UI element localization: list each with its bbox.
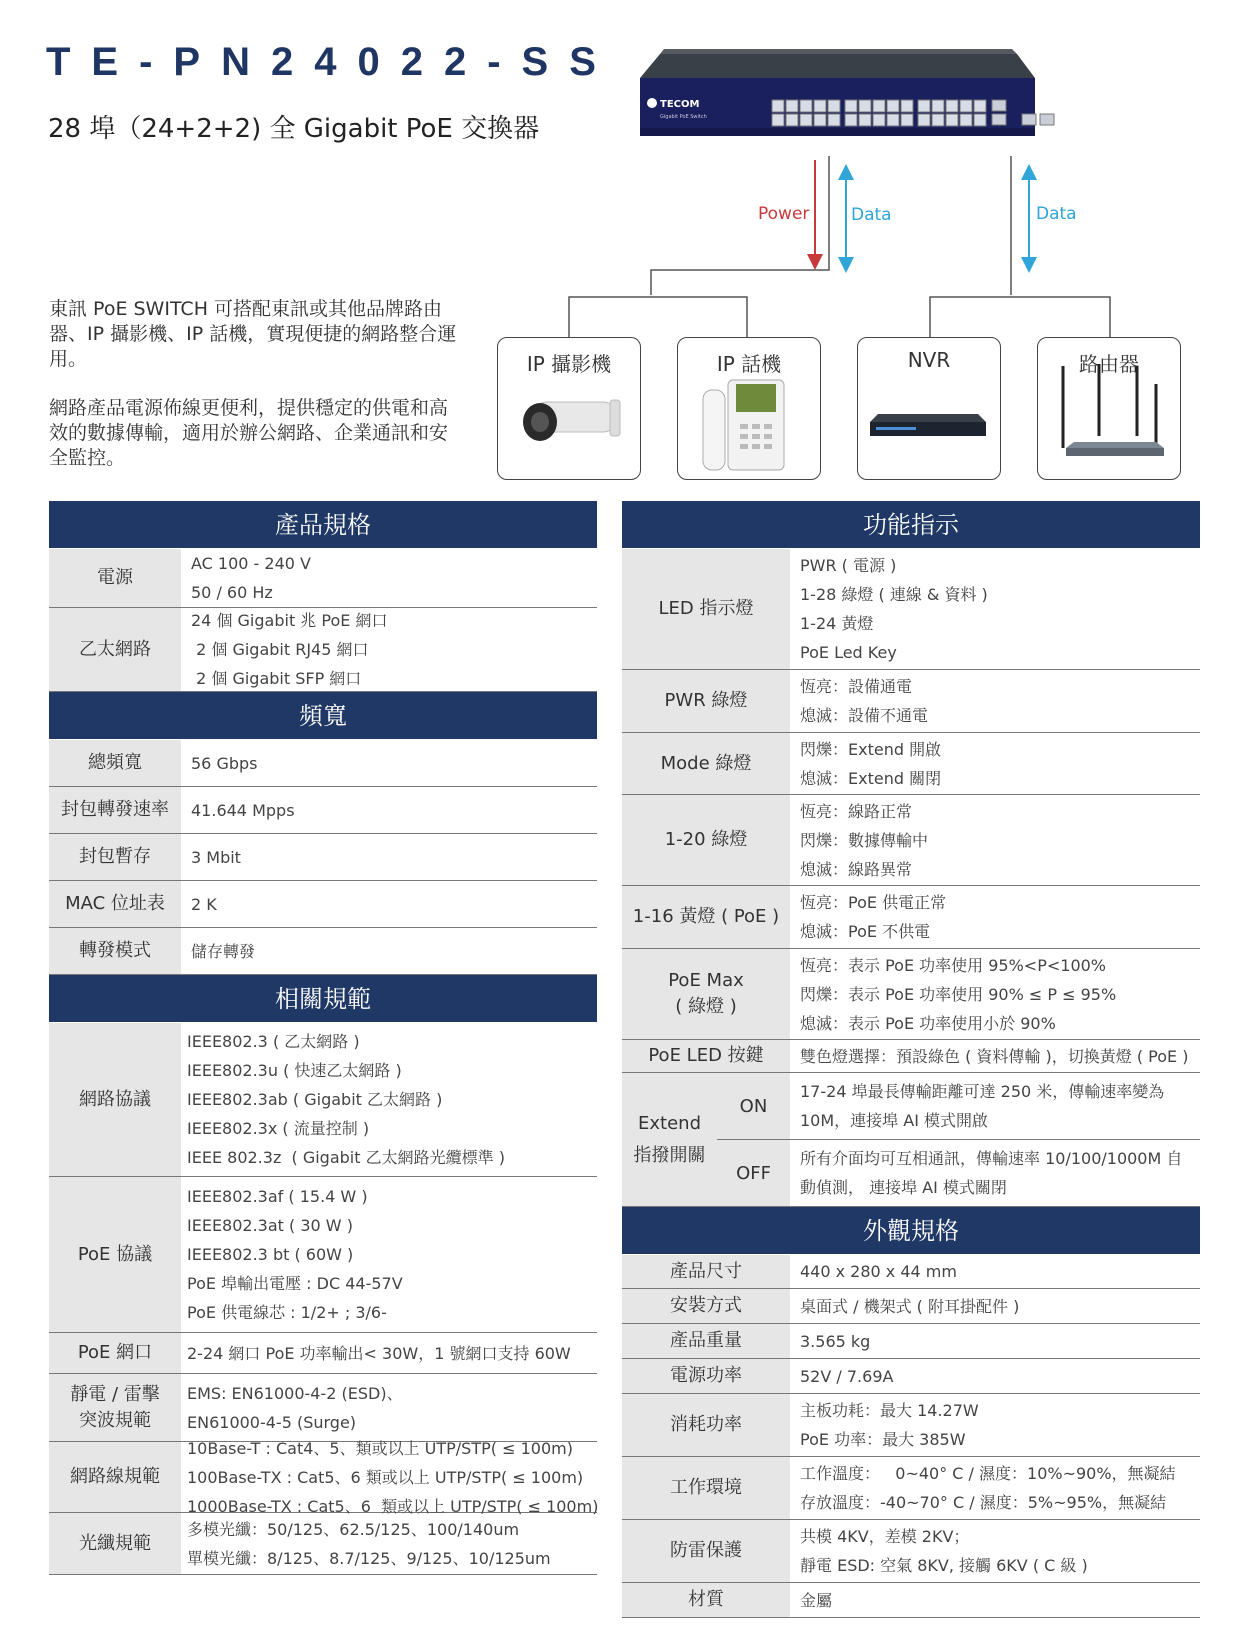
intro-paragraph-2: 網路產品電源佈線更便利，提供穩定的供電和高效的數據傳輸，適用於辦公網路、企業通訊和安全監控。 xyxy=(49,397,449,469)
page-subtitle: 28 埠（24+2+2) 全 Gigabit PoE 交換器 xyxy=(48,114,540,144)
row-label: PWR 綠燈 xyxy=(622,670,790,732)
table-row xyxy=(622,1289,1200,1324)
product-brand: TECOM xyxy=(660,99,700,110)
value-line: EN61000-4-5 (Surge) xyxy=(187,1412,357,1432)
row-value xyxy=(181,1177,597,1332)
data-label-2: Data xyxy=(1036,204,1077,224)
right-column xyxy=(622,501,1200,1618)
value-line: IEEE802.3 bt ( 60W ) xyxy=(187,1245,354,1264)
table-row xyxy=(622,1520,1200,1583)
value-line: IEEE802.3af ( 15.4 W ) xyxy=(187,1187,368,1206)
value-line: 恆亮：設備通電 xyxy=(800,677,913,696)
extend-on-line-2: 10M，連接埠 AI 模式開啟 xyxy=(800,1111,989,1130)
row-label: PoE LED 按鍵 xyxy=(622,1040,790,1072)
value-line: 多模光纖：50/125、62.5/125、100/140um xyxy=(187,1519,520,1539)
value-line: 熄滅：表示 PoE 功率使用小於 90% xyxy=(800,1013,1056,1033)
value-line: 單模光纖：8/125、8.7/125、9/125、10/125um xyxy=(187,1548,551,1568)
row-label: PoE Max ( 綠燈 ) xyxy=(622,949,790,1039)
row-label: 電源功率 xyxy=(622,1359,790,1393)
intro-paragraph-1: 東訊 PoE SWITCH 可搭配東訊或其他品牌路由器、IP 攝影機、IP 話機，實現便捷的網路整合運用。 xyxy=(49,298,457,370)
table-row xyxy=(622,1394,1200,1457)
value-line: 恆亮：表示 PoE 功率使用 95%<P<100% xyxy=(800,955,1107,975)
table-row xyxy=(622,670,1200,733)
row-value xyxy=(181,1374,597,1441)
router-icon xyxy=(1038,338,1182,481)
row-value xyxy=(790,1394,1200,1456)
value-line: 熄滅：Extend 關閉 xyxy=(800,768,942,788)
row-value xyxy=(790,1583,1200,1617)
row-label: 網路協議 xyxy=(49,1023,181,1176)
value-line: 3.565 kg xyxy=(800,1331,871,1351)
value-line: 50 / 60 Hz xyxy=(191,583,273,602)
value-line: 440 x 280 x 44 mm xyxy=(800,1262,957,1281)
value-line: 2 個 Gigabit RJ45 網口 xyxy=(191,640,369,659)
power-label: Power xyxy=(758,204,810,224)
connection-diagram xyxy=(0,0,1235,340)
standards-table xyxy=(49,1023,597,1575)
table-row xyxy=(622,1457,1200,1520)
table-row xyxy=(49,549,597,608)
table-row xyxy=(622,1040,1200,1073)
row-value xyxy=(181,1333,597,1373)
value-line: 恆亮：線路正常 xyxy=(800,801,913,821)
table-row xyxy=(622,795,1200,886)
extend-label: Extend 指撥開關 xyxy=(622,1073,717,1206)
value-line: 100Base-TX : Cat5、6 類或以上 UTP/STP( ≤ 100m) xyxy=(187,1467,584,1487)
value-line: 工作溫度： 0~40° C / 濕度：10%~90%，無凝結 xyxy=(800,1464,1176,1483)
device-router xyxy=(1037,337,1181,480)
extend-off-line-2: 動偵測， 連接埠 AI 模式關閉 xyxy=(800,1178,1007,1197)
value-line: 閃爍：數據傳輸中 xyxy=(800,830,929,850)
table-row xyxy=(622,549,1200,670)
table-row xyxy=(49,1177,597,1333)
row-value xyxy=(181,740,597,786)
bandwidth-header: 頻寬 xyxy=(49,692,597,740)
value-line: 金屬 xyxy=(800,1590,833,1610)
value-line: 恆亮：PoE 供電正常 xyxy=(800,893,947,912)
appearance-table xyxy=(622,1255,1200,1618)
row-label: 工作環境 xyxy=(622,1457,790,1519)
row-value xyxy=(181,834,597,880)
row-label: MAC 位址表 xyxy=(49,881,181,927)
value-line: PoE 功率：最大 385W xyxy=(800,1430,966,1449)
indicators-header: 功能指示 xyxy=(622,501,1200,549)
value-line: IEEE802.3x ( 流量控制 ) xyxy=(187,1119,370,1138)
table-row xyxy=(49,1374,597,1442)
row-label: 產品尺寸 xyxy=(622,1255,790,1288)
row-label: 轉發模式 xyxy=(49,928,181,974)
row-value xyxy=(790,733,1200,794)
bandwidth-table xyxy=(49,740,597,975)
value-line: 10Base-T : Cat4、5、類或以上 UTP/STP( ≤ 100m) xyxy=(187,1438,573,1458)
table-row xyxy=(622,1324,1200,1359)
extend-on-line-1: 17-24 埠最長傳輸距離可達 250 米，傳輸速率變為 xyxy=(800,1082,1165,1101)
row-value xyxy=(790,949,1200,1039)
table-row xyxy=(622,1359,1200,1394)
value-line: 3 Mbit xyxy=(191,847,241,867)
data-label-1: Data xyxy=(851,205,892,225)
row-value xyxy=(790,1359,1200,1393)
row-label: 1-20 綠燈 xyxy=(622,795,790,885)
value-line: IEEE802.3ab ( Gigabit 乙太網路 ) xyxy=(187,1090,443,1109)
standards-header: 相關規範 xyxy=(49,975,597,1023)
value-line: PoE 供電線芯 : 1/2+ ; 3/6- xyxy=(187,1303,387,1322)
device-label: NVR xyxy=(907,348,951,372)
row-value xyxy=(790,886,1200,948)
row-value xyxy=(790,795,1200,885)
row-value xyxy=(790,1289,1200,1323)
value-line: 桌面式 / 機架式 ( 附耳掛配件 ) xyxy=(800,1296,1020,1316)
value-line: 熄滅：設備不通電 xyxy=(800,706,929,725)
row-label: 消耗功率 xyxy=(622,1394,790,1456)
value-line: EMS: EN61000-4-2 (ESD)、 xyxy=(187,1383,403,1403)
value-line: 熄滅：線路異常 xyxy=(800,859,913,879)
table-row xyxy=(49,1333,597,1374)
table-row xyxy=(622,1255,1200,1289)
row-value xyxy=(181,787,597,833)
value-line: 主板功耗：最大 14.27W xyxy=(800,1401,979,1420)
row-label: Mode 綠燈 xyxy=(622,733,790,794)
row-label: 產品重量 xyxy=(622,1324,790,1358)
page-title: TE-PN24022-SS xyxy=(46,40,617,84)
specs-table xyxy=(49,549,597,692)
device-label: IP 話機 xyxy=(716,352,782,376)
row-label: 電源 xyxy=(49,549,181,607)
device-ip-phone xyxy=(677,337,821,480)
row-value xyxy=(181,881,597,927)
left-column xyxy=(49,501,597,1575)
row-label: LED 指示燈 xyxy=(622,549,790,669)
row-label: 靜電 / 雷擊 突波規範 xyxy=(49,1374,181,1441)
row-label: 防雷保護 xyxy=(622,1520,790,1582)
row-label: 材質 xyxy=(622,1583,790,1617)
row-label: 1-16 黃燈 ( PoE ) xyxy=(622,886,790,948)
device-label: 路由器 xyxy=(1079,352,1139,376)
ip-camera-icon xyxy=(498,338,642,481)
row-value xyxy=(790,549,1200,669)
device-label: IP 攝影機 xyxy=(526,352,612,376)
value-line: 雙色燈選擇：預設綠色 ( 資料傳輸 )，切換黃燈 ( PoE ) xyxy=(800,1046,1189,1066)
product-label: Gigabit PoE Switch xyxy=(660,114,707,120)
table-row xyxy=(49,608,597,692)
table-row xyxy=(622,1583,1200,1618)
row-value xyxy=(181,1023,597,1176)
row-value xyxy=(790,1040,1200,1072)
indicators-table xyxy=(622,549,1200,1073)
row-label: 乙太網路 xyxy=(49,608,181,691)
value-line: IEEE802.3 ( 乙太網路 ) xyxy=(187,1032,360,1051)
value-line: 24 個 Gigabit 兆 PoE 網口 xyxy=(191,611,388,630)
value-line: IEEE802.3u ( 快速乙太網路 ) xyxy=(187,1061,402,1080)
row-label: 封包轉發速率 xyxy=(49,787,181,833)
device-ip-camera xyxy=(497,337,641,480)
value-line: 閃爍：表示 PoE 功率使用 90% ≤ P ≤ 95% xyxy=(800,984,1117,1004)
table-row xyxy=(49,787,597,834)
table-row xyxy=(622,886,1200,949)
row-label: 安裝方式 xyxy=(622,1289,790,1323)
value-line: 存放溫度：-40~70° C / 濕度：5%~95%，無凝結 xyxy=(800,1493,1167,1512)
value-line: 儲存轉發 xyxy=(191,941,256,961)
table-row xyxy=(622,949,1200,1040)
row-value xyxy=(790,1324,1200,1358)
row-value xyxy=(790,1457,1200,1519)
row-value xyxy=(790,1255,1200,1288)
row-label: 網路線規範 xyxy=(49,1442,181,1512)
row-value xyxy=(181,608,597,691)
row-value xyxy=(790,1520,1200,1582)
ip-phone-icon xyxy=(678,338,822,481)
table-row xyxy=(49,928,597,975)
row-label: PoE 網口 xyxy=(49,1333,181,1373)
value-line: 41.644 Mpps xyxy=(191,800,295,820)
specs-header: 產品規格 xyxy=(49,501,597,549)
value-line: 2-24 網口 PoE 功率輸出< 30W，1 號網口支持 60W xyxy=(187,1343,571,1363)
value-line: 52V / 7.69A xyxy=(800,1366,894,1386)
value-line: 56 Gbps xyxy=(191,753,258,773)
table-row xyxy=(49,834,597,881)
value-line: 靜電 ESD: 空氣 8KV, 接觸 6KV ( C 級 ) xyxy=(800,1556,1088,1575)
row-label: 光纖規範 xyxy=(49,1513,181,1574)
table-row xyxy=(49,881,597,928)
value-line: 1-28 綠燈 ( 連線 & 資料 ) xyxy=(800,585,988,604)
row-value xyxy=(181,1513,597,1574)
value-line: AC 100 - 240 V xyxy=(191,554,311,573)
switch-link-line xyxy=(651,156,829,295)
value-line: 2 K xyxy=(191,894,217,914)
extend-off-label: OFF xyxy=(717,1140,790,1206)
table-row xyxy=(622,733,1200,795)
value-line: 熄滅：PoE 不供電 xyxy=(800,922,931,941)
extend-off-line-1: 所有介面均可互相通訊，傳輸速率 10/100/1000M 自 xyxy=(800,1149,1183,1168)
value-line: PoE 埠輸出電壓 : DC 44-57V xyxy=(187,1274,403,1293)
value-line: IEEE 802.3z ( Gigabit 乙太網路光纜標準 ) xyxy=(187,1148,505,1167)
table-row xyxy=(49,1023,597,1177)
value-line: IEEE802.3at ( 30 W ) xyxy=(187,1216,353,1235)
row-value xyxy=(181,1438,608,1516)
value-line: 閃爍：Extend 開啟 xyxy=(800,739,942,759)
table-row xyxy=(49,740,597,787)
row-value xyxy=(790,670,1200,732)
row-label: PoE 協議 xyxy=(49,1177,181,1332)
appearance-header: 外觀規格 xyxy=(622,1207,1200,1255)
extend-on-label: ON xyxy=(717,1073,790,1139)
row-value xyxy=(181,549,597,607)
extend-switch-row xyxy=(622,1073,1200,1207)
table-row xyxy=(49,1438,599,1516)
value-line: 共模 4KV，差模 2KV； xyxy=(800,1527,970,1546)
nvr-icon xyxy=(858,338,1002,481)
value-line: 2 個 Gigabit SFP 網口 xyxy=(191,669,362,688)
value-line: PoE Led Key xyxy=(800,643,897,662)
row-label: 封包暫存 xyxy=(49,834,181,880)
table-row xyxy=(49,1513,597,1575)
value-line: PWR ( 電源 ) xyxy=(800,556,897,575)
value-line: 1000Base-TX : Cat5、6 類或以上 UTP/STP( ≤ 100m) xyxy=(187,1496,599,1516)
device-nvr xyxy=(857,337,1001,480)
value-line: 1-24 黃燈 xyxy=(800,614,874,633)
row-value xyxy=(181,928,597,974)
row-label: 總頻寬 xyxy=(49,740,181,786)
